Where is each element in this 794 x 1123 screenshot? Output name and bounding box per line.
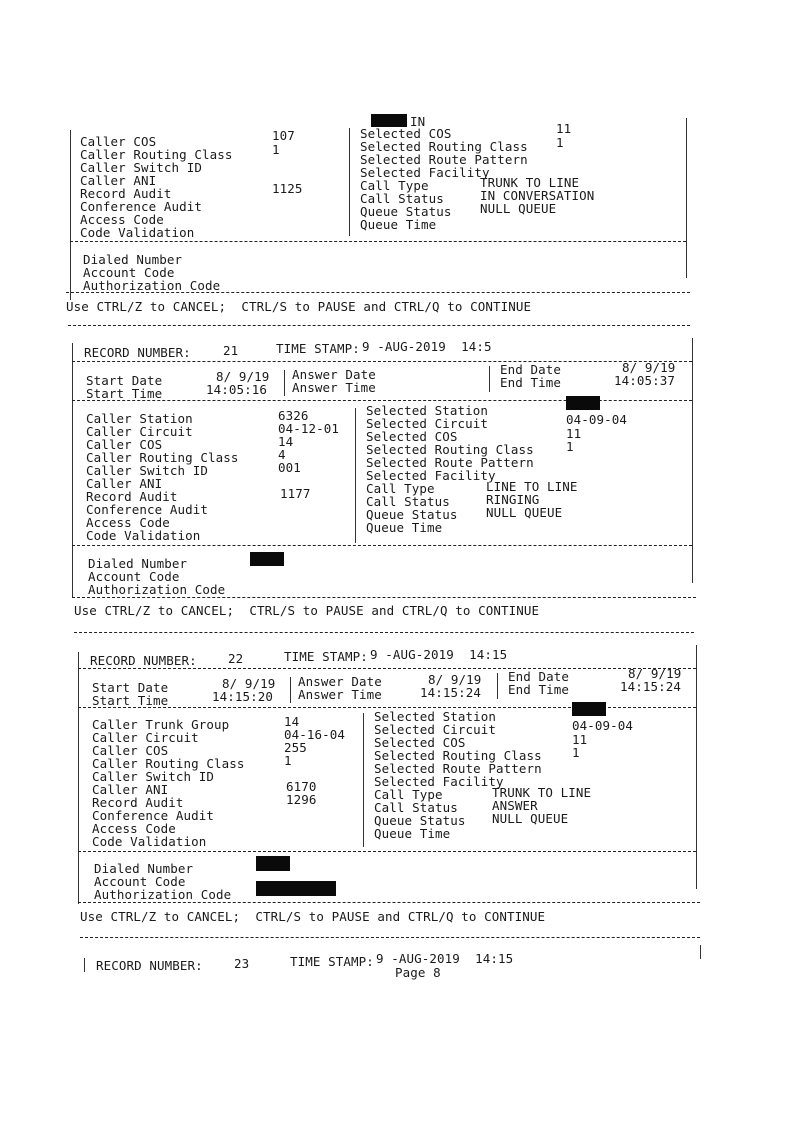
field-value: 6326 bbox=[278, 408, 309, 423]
field-label: Caller ANI bbox=[80, 173, 157, 188]
start-date: 8/ 9/19 bbox=[216, 369, 270, 384]
field-value: 11 bbox=[556, 121, 572, 136]
timestamp-label: TIME STAMP: bbox=[276, 341, 360, 356]
section-divider bbox=[74, 632, 694, 633]
start-date-label: Start Date bbox=[92, 680, 169, 695]
timestamp: 9 -AUG-2019 14:15 bbox=[376, 951, 514, 966]
field-label: Access Code bbox=[86, 515, 170, 530]
field-label: Access Code bbox=[92, 821, 176, 836]
end-time: 14:15:24 bbox=[620, 679, 682, 694]
prompt-line: Use CTRL/Z to CANCEL; CTRL/S to PAUSE and CTRL/Q to CONTINUE bbox=[80, 909, 546, 924]
field-value: 255 bbox=[284, 740, 307, 755]
field-label: Account Code bbox=[94, 874, 186, 889]
field-label: Selected Circuit bbox=[366, 416, 489, 431]
field-label: Account Code bbox=[83, 265, 175, 280]
column-divider bbox=[489, 366, 490, 392]
record-number: 21 bbox=[223, 343, 239, 358]
field-value: TRUNK TO LINE bbox=[480, 175, 580, 190]
timestamp-label: TIME STAMP: bbox=[290, 954, 374, 969]
answer-date-label: Answer Date bbox=[292, 367, 376, 382]
field-label: Caller COS bbox=[92, 743, 169, 758]
field-value: 14 bbox=[284, 714, 300, 729]
field-label: Selected Route Pattern bbox=[366, 455, 534, 470]
field-label: Selected Routing Class bbox=[374, 748, 542, 763]
redaction-block bbox=[566, 396, 600, 410]
field-label: Selected COS bbox=[360, 126, 452, 141]
prompt-line: Use CTRL/Z to CANCEL; CTRL/S to PAUSE and CTRL/Q to CONTINUE bbox=[74, 603, 540, 618]
answer-time-label: Answer Time bbox=[298, 687, 382, 702]
field-label: Call Type bbox=[360, 178, 429, 193]
field-label: Dialed Number bbox=[94, 861, 194, 876]
column-divider bbox=[349, 128, 350, 236]
field-label: Caller COS bbox=[86, 437, 163, 452]
answer-time: 14:15:24 bbox=[420, 685, 482, 700]
record-number-label: RECORD NUMBER: bbox=[90, 653, 197, 668]
column-divider bbox=[290, 677, 291, 703]
field-label: Queue Time bbox=[366, 520, 443, 535]
timestamp-label: TIME STAMP: bbox=[284, 649, 368, 664]
field-label: Access Code bbox=[80, 212, 164, 227]
field-value: TRUNK TO LINE bbox=[492, 785, 592, 800]
border-left bbox=[84, 958, 85, 972]
field-label: Code Validation bbox=[86, 528, 201, 543]
start-time-label: Start Time bbox=[92, 693, 169, 708]
end-time: 14:05:37 bbox=[614, 373, 676, 388]
field-label: Call Type bbox=[374, 787, 443, 802]
answer-date: 8/ 9/19 bbox=[428, 672, 482, 687]
field-label: Caller ANI bbox=[86, 476, 163, 491]
section-divider bbox=[68, 325, 690, 326]
border-right bbox=[692, 338, 693, 583]
timestamp: 9 -AUG-2019 14:5 bbox=[362, 339, 492, 354]
field-value: 1296 bbox=[286, 792, 317, 807]
field-label: Caller Routing Class bbox=[80, 147, 233, 162]
field-label: Code Validation bbox=[80, 225, 195, 240]
section-divider bbox=[70, 241, 686, 242]
record-number: 22 bbox=[228, 651, 244, 666]
field-label: Conference Audit bbox=[86, 502, 209, 517]
field-label: Record Audit bbox=[92, 795, 184, 810]
field-value: 04-16-04 bbox=[284, 727, 346, 742]
column-divider bbox=[497, 673, 498, 699]
field-label: Queue Time bbox=[374, 826, 451, 841]
column-divider bbox=[363, 713, 364, 847]
section-divider bbox=[78, 668, 696, 669]
field-label: Selected Facility bbox=[366, 468, 496, 483]
field-value: 1 bbox=[572, 745, 580, 760]
start-time: 14:15:20 bbox=[212, 689, 274, 704]
field-label: Queue Status bbox=[360, 204, 452, 219]
field-value: 14 bbox=[278, 434, 294, 449]
field-value: NULL QUEUE bbox=[480, 201, 557, 216]
page-number: Page 8 bbox=[395, 965, 441, 980]
field-value: 1177 bbox=[280, 486, 311, 501]
field-label: Caller ANI bbox=[92, 782, 169, 797]
field-label: Caller Circuit bbox=[92, 730, 199, 745]
end-date: 8/ 9/19 bbox=[622, 360, 676, 375]
field-label: Selected COS bbox=[374, 735, 466, 750]
border-left bbox=[78, 652, 79, 904]
field-value: 1 bbox=[556, 135, 564, 150]
field-label: Dialed Number bbox=[88, 556, 188, 571]
start-date: 8/ 9/19 bbox=[222, 676, 276, 691]
field-label: Conference Audit bbox=[92, 808, 215, 823]
section-divider bbox=[72, 545, 692, 546]
field-label: Call Type bbox=[366, 481, 435, 496]
column-divider bbox=[355, 408, 356, 543]
field-label: Caller Station bbox=[86, 411, 193, 426]
end-date-label: End Date bbox=[508, 669, 570, 684]
field-value: RINGING bbox=[486, 492, 540, 507]
field-value: NULL QUEUE bbox=[486, 505, 563, 520]
field-label: Selected Station bbox=[374, 709, 497, 724]
field-label: Selected Station bbox=[366, 403, 489, 418]
field-label: Caller Routing Class bbox=[92, 756, 245, 771]
field-label: Record Audit bbox=[86, 489, 178, 504]
field-value: LINE TO LINE bbox=[486, 479, 578, 494]
field-value: 1 bbox=[272, 142, 280, 157]
field-label: Call Status bbox=[374, 800, 458, 815]
record-number-label: RECORD NUMBER: bbox=[96, 958, 203, 973]
section-divider bbox=[72, 361, 692, 362]
field-label: Record Audit bbox=[80, 186, 172, 201]
column-divider bbox=[284, 370, 285, 396]
start-time-label: Start Time bbox=[86, 386, 163, 401]
field-label: Selected Circuit bbox=[374, 722, 497, 737]
field-value: 11 bbox=[572, 732, 588, 747]
section-divider bbox=[78, 902, 700, 903]
record-number-label: RECORD NUMBER: bbox=[84, 345, 191, 360]
field-label: Selected Route Pattern bbox=[374, 761, 542, 776]
field-label: Authorization Code bbox=[88, 582, 226, 597]
field-label: Dialed Number bbox=[83, 252, 183, 267]
field-label: Caller Routing Class bbox=[86, 450, 239, 465]
end-date-label: End Date bbox=[500, 362, 562, 377]
field-value: 107 bbox=[272, 128, 295, 143]
field-label: Queue Status bbox=[374, 813, 466, 828]
redaction-block bbox=[572, 702, 606, 716]
field-label: Selected COS bbox=[366, 429, 458, 444]
border-right bbox=[696, 645, 697, 889]
field-value: 1 bbox=[284, 753, 292, 768]
redaction-block bbox=[250, 552, 284, 566]
field-value: ANSWER bbox=[492, 798, 538, 813]
prompt-line: Use CTRL/Z to CANCEL; CTRL/S to PAUSE and CTRL/Q to CONTINUE bbox=[66, 299, 532, 314]
field-label: Caller Switch ID bbox=[80, 160, 203, 175]
border-right bbox=[700, 945, 701, 959]
answer-date-label: Answer Date bbox=[298, 674, 382, 689]
field-value: 11 bbox=[566, 426, 582, 441]
partial-header-suffix: IN bbox=[410, 114, 426, 129]
end-date: 8/ 9/19 bbox=[628, 666, 682, 681]
section-divider bbox=[80, 937, 700, 938]
field-label: Caller COS bbox=[80, 134, 157, 149]
field-label: Selected Routing Class bbox=[366, 442, 534, 457]
section-divider bbox=[66, 292, 690, 293]
field-value: NULL QUEUE bbox=[492, 811, 569, 826]
field-label: Account Code bbox=[88, 569, 180, 584]
field-value: 04-12-01 bbox=[278, 421, 340, 436]
field-label: Authorization Code bbox=[83, 278, 221, 293]
field-label: Code Validation bbox=[92, 834, 207, 849]
start-date-label: Start Date bbox=[86, 373, 163, 388]
field-label: Conference Audit bbox=[80, 199, 203, 214]
field-value: 1125 bbox=[272, 181, 303, 196]
field-value: 1 bbox=[566, 439, 574, 454]
field-label: Call Status bbox=[366, 494, 450, 509]
field-label: Queue Time bbox=[360, 217, 437, 232]
record-number: 23 bbox=[234, 956, 250, 971]
field-label: Caller Trunk Group bbox=[92, 717, 230, 732]
field-value: 4 bbox=[278, 447, 286, 462]
field-label: Selected Facility bbox=[374, 774, 504, 789]
field-value: 6170 bbox=[286, 779, 317, 794]
field-label: Selected Facility bbox=[360, 165, 490, 180]
field-label: Authorization Code bbox=[94, 887, 232, 902]
timestamp: 9 -AUG-2019 14:15 bbox=[370, 647, 508, 662]
answer-time-label: Answer Time bbox=[292, 380, 376, 395]
border-right bbox=[686, 118, 687, 278]
field-value: 04-09-04 bbox=[566, 412, 628, 427]
end-time-label: End Time bbox=[500, 375, 562, 390]
redaction-block bbox=[256, 881, 336, 896]
section-divider bbox=[78, 851, 696, 852]
border-left bbox=[72, 343, 73, 598]
field-label: Queue Status bbox=[366, 507, 458, 522]
field-label: Selected Route Pattern bbox=[360, 152, 528, 167]
field-value: 001 bbox=[278, 460, 301, 475]
end-time-label: End Time bbox=[508, 682, 570, 697]
field-label: Caller Circuit bbox=[86, 424, 193, 439]
section-divider bbox=[72, 597, 696, 598]
field-value: 04-09-04 bbox=[572, 718, 634, 733]
field-label: Call Status bbox=[360, 191, 444, 206]
border-left bbox=[70, 130, 71, 300]
field-value: IN CONVERSATION bbox=[480, 188, 595, 203]
start-time: 14:05:16 bbox=[206, 382, 268, 397]
field-label: Caller Switch ID bbox=[86, 463, 209, 478]
redaction-block bbox=[256, 856, 290, 871]
field-label: Selected Routing Class bbox=[360, 139, 528, 154]
field-label: Caller Switch ID bbox=[92, 769, 215, 784]
